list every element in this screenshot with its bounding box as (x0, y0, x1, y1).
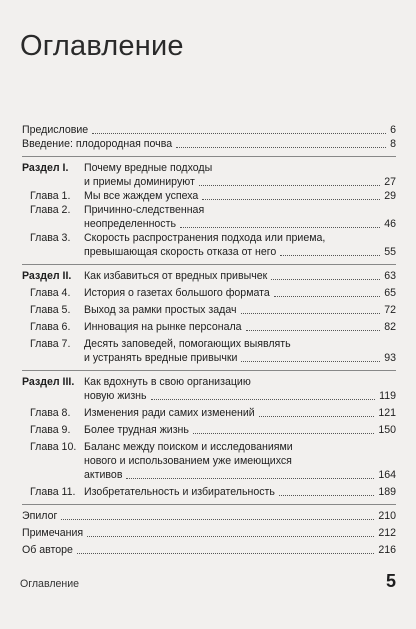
chapter-title-line: превышающая скорость отказа от него (84, 246, 277, 258)
leader-dots (176, 147, 386, 148)
toc-page-number: 55 (384, 246, 396, 258)
leader-dots (279, 495, 374, 496)
chapter-label: Глава 7. (30, 338, 71, 350)
leader-dots (280, 255, 380, 256)
toc-page-number: 121 (378, 407, 396, 419)
toc-page-number: 6 (390, 124, 396, 136)
leader-dots (151, 399, 376, 400)
section-title-line: новую жизнь (84, 390, 147, 402)
toc-page-number: 29 (384, 190, 396, 202)
chapter-title-line: Десять заповедей, помогающих выявлять (84, 338, 291, 350)
leader-dots (199, 185, 380, 186)
toc-chapter-8[interactable] (22, 406, 396, 420)
leader-dots (274, 296, 380, 297)
chapter-title-line: неопределенность (84, 218, 176, 230)
chapter-label: Глава 3. (30, 232, 71, 244)
chapter-title-line: и устранять вредные привычки (84, 352, 238, 364)
chapter-title-line: Скорость распространения подхода или приема, (84, 232, 326, 244)
section-label: Раздел I. (22, 162, 69, 174)
leader-dots (126, 478, 374, 479)
toc-entry-notes[interactable] (22, 526, 396, 540)
chapter-title-line: Инновация на рынке персонала (84, 321, 242, 333)
toc-chapter-3[interactable] (22, 231, 396, 259)
toc-chapter-1[interactable] (22, 189, 396, 203)
chapter-label: Глава 8. (30, 407, 71, 419)
toc-entry-label: Эпилог (22, 510, 58, 522)
toc-page-number: 210 (378, 510, 396, 522)
chapter-label: Глава 5. (30, 304, 71, 316)
toc-chapter-11[interactable] (22, 485, 396, 499)
chapter-title-line: активов (84, 469, 123, 481)
chapter-label: Глава 9. (30, 424, 71, 436)
chapter-title-line: История о газетах большого формата (84, 287, 270, 299)
leader-dots (246, 330, 381, 331)
chapter-label: Глава 4. (30, 287, 71, 299)
leader-dots (180, 227, 380, 228)
toc-page-number: 189 (378, 486, 396, 498)
toc-chapter-2[interactable] (22, 203, 396, 231)
toc-chapter-4[interactable] (22, 286, 396, 300)
leader-dots (241, 313, 381, 314)
chapter-title-line: Выход за рамки простых задач (84, 304, 237, 316)
toc-chapter-10[interactable] (22, 440, 396, 482)
toc-section-2[interactable] (22, 269, 396, 283)
running-footer: Оглавление (20, 578, 80, 590)
page-number: 5 (385, 571, 396, 591)
chapter-title-line: Причинно-следственная (84, 204, 205, 216)
toc-page-number: 119 (379, 390, 396, 402)
leader-dots (77, 553, 374, 554)
leader-dots (241, 361, 380, 362)
toc-entry-about-author[interactable] (22, 543, 396, 557)
leader-dots (259, 416, 375, 417)
toc-chapter-7[interactable] (22, 337, 396, 365)
section-label: Раздел II. (22, 270, 72, 282)
divider (22, 264, 396, 265)
chapter-label: Глава 11. (30, 486, 76, 498)
toc-page-number: 82 (384, 321, 396, 333)
chapter-title-line: нового и использованием уже имеющихся (84, 455, 292, 467)
section-title-line: Как вдохнуть в свою организацию (84, 376, 251, 388)
section-label: Раздел III. (22, 376, 75, 388)
divider (22, 370, 396, 371)
toc-entry-label: Об авторе (22, 544, 73, 556)
leader-dots (202, 199, 380, 200)
toc-chapter-9[interactable] (22, 423, 396, 437)
chapter-label: Глава 10. (30, 441, 77, 453)
toc-page-number: 27 (384, 176, 396, 188)
leader-dots (87, 536, 374, 537)
chapter-label: Глава 1. (30, 190, 71, 202)
toc-chapter-5[interactable] (22, 303, 396, 317)
divider (22, 156, 396, 157)
chapter-title-line: Изобретательность и избирательность (84, 486, 275, 498)
chapter-label: Глава 6. (30, 321, 71, 333)
toc-page-number: 164 (378, 469, 396, 481)
toc-page-number: 65 (384, 287, 396, 299)
toc-section-3[interactable] (22, 375, 396, 403)
toc-page-number: 150 (378, 424, 396, 436)
toc-page-number: 93 (384, 352, 396, 364)
toc-page-number: 216 (378, 544, 396, 556)
toc-chapter-6[interactable] (22, 320, 396, 334)
table-of-contents (22, 123, 396, 557)
leader-dots (61, 519, 374, 520)
leader-dots (271, 279, 380, 280)
section-title-line: и приемы доминируют (84, 176, 195, 188)
toc-page-number: 46 (384, 218, 396, 230)
chapter-title-line: Баланс между поиском и исследованиями (84, 441, 293, 453)
chapter-title-line: Более трудная жизнь (84, 424, 189, 436)
chapter-title-line: Мы все жаждем успеха (84, 190, 199, 202)
leader-dots (92, 133, 386, 134)
chapter-title-line: Изменения ради самих изменений (84, 407, 255, 419)
toc-entry-label: Введение: плодородная почва (22, 138, 173, 150)
toc-page-number: 212 (378, 527, 396, 539)
page-title: Оглавление (20, 30, 184, 62)
divider (22, 504, 396, 505)
toc-page-number: 72 (384, 304, 396, 316)
section-title-line: Почему вредные подходы (84, 162, 213, 174)
leader-dots (193, 433, 374, 434)
toc-entry-introduction[interactable] (22, 137, 396, 151)
chapter-label: Глава 2. (30, 204, 71, 216)
toc-page-number: 8 (390, 138, 396, 150)
section-title-line: Как избавиться от вредных привычек (84, 270, 268, 282)
toc-page-number: 63 (384, 270, 396, 282)
toc-entry-label: Предисловие (22, 124, 89, 136)
toc-entry-preface[interactable] (22, 123, 396, 137)
toc-entry-label: Примечания (22, 527, 84, 539)
toc-entry-epilogue[interactable] (22, 509, 396, 523)
toc-section-1[interactable] (22, 161, 396, 189)
